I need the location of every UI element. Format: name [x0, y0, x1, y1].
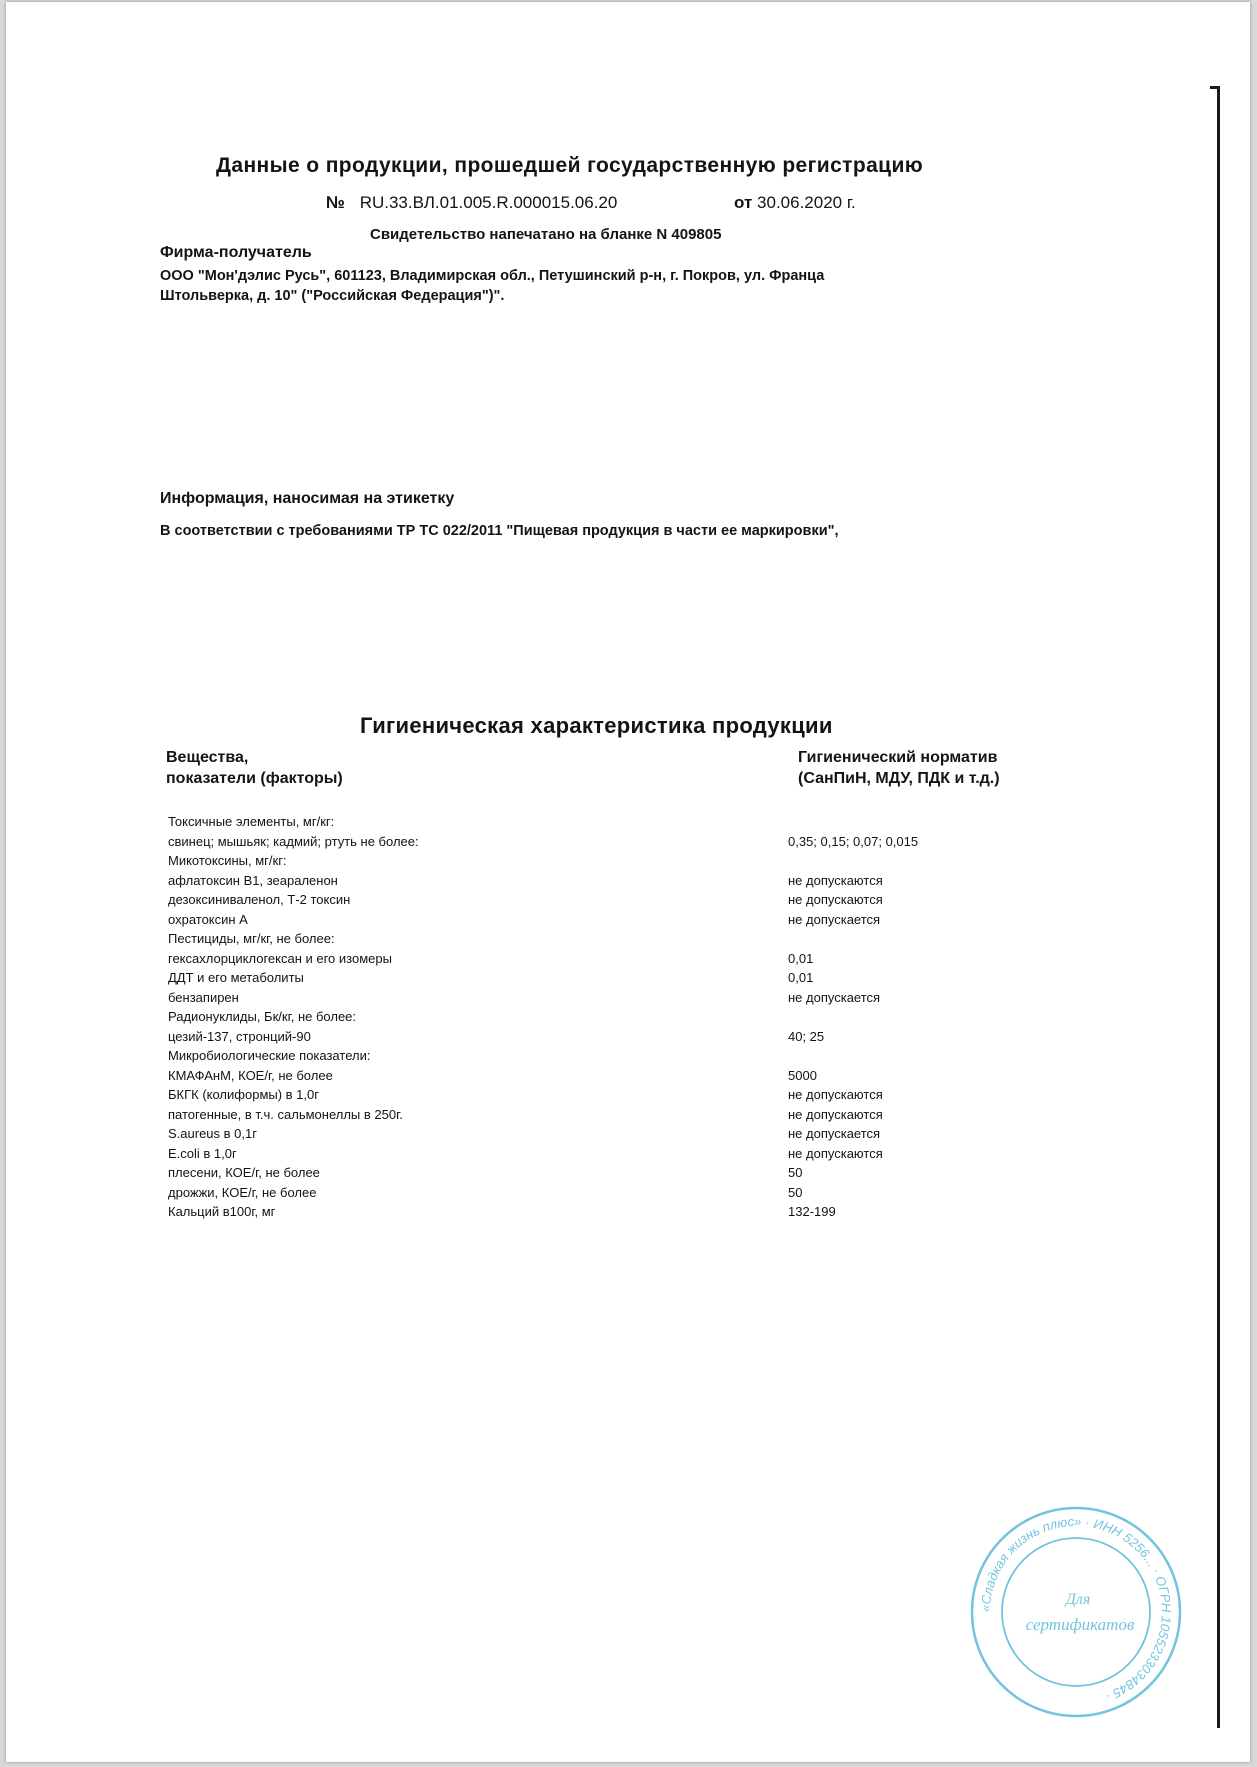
- row-indicator: плесени, КОЕ/г, не более: [168, 1165, 320, 1180]
- document-title: Данные о продукции, прошедшей государственную регистрацию: [216, 154, 924, 177]
- table-row: [168, 1029, 958, 1047]
- number-prefix: №: [326, 193, 345, 212]
- stamp-text-top: Для: [1065, 1591, 1091, 1608]
- table-row: [168, 1165, 958, 1183]
- table-row: [168, 834, 958, 852]
- table-row: [168, 1087, 958, 1105]
- row-indicator: свинец; мышьяк; кадмий; ртуть не более:: [168, 833, 419, 849]
- table-row: [168, 892, 958, 910]
- row-norm-value: 0,01: [788, 970, 814, 985]
- row-indicator: Радионуклиды, Бк/кг, не более:: [168, 1009, 357, 1024]
- row-indicator: Микотоксины, мг/кг:: [168, 853, 287, 868]
- seal-stamp: [966, 1502, 1186, 1722]
- label-info-text: В соответствии с требованиями ТР ТС 022/2011 "Пищевая продукция в части ее маркировки",: [160, 523, 839, 539]
- row-norm-value: 132-199: [788, 1204, 836, 1219]
- table-row: [168, 1048, 958, 1066]
- row-norm-value: не допускается: [788, 1126, 881, 1141]
- table-row: [168, 853, 958, 871]
- table-row: [168, 1107, 958, 1125]
- row-norm-value: не допускаются: [788, 892, 883, 907]
- stamp-text-middle: сертификатов: [1025, 1615, 1135, 1634]
- table-row: [168, 951, 958, 969]
- hygiene-title: Гигиеническая характеристика продукции: [360, 713, 833, 738]
- column-substances-line-2: показатели (факторы): [166, 770, 343, 787]
- table-row: [168, 1185, 958, 1203]
- row-indicator: гексахлорциклогексан и его изомеры: [168, 950, 392, 966]
- registration-number: RU.33.ВЛ.01.005.R.000015.06.20: [359, 193, 618, 212]
- row-norm-value: 0,35; 0,15; 0,07; 0,015: [788, 833, 919, 849]
- row-norm-value: не допускается: [788, 911, 881, 927]
- table-row: [168, 912, 958, 930]
- row-norm-value: 0,01: [788, 950, 814, 966]
- row-indicator: БКГК (колиформы) в 1,0г: [168, 1087, 319, 1102]
- row-norm-value: не допускается: [788, 989, 881, 1005]
- scan-edge-line: [1217, 88, 1220, 1728]
- table-row: [168, 1146, 958, 1164]
- document-page: [6, 2, 1250, 1762]
- registration-date: 30.06.2020 г.: [757, 193, 856, 212]
- table-row: [168, 990, 958, 1008]
- row-norm-value: 40; 25: [788, 1028, 825, 1044]
- row-indicator: бензапирен: [168, 989, 239, 1005]
- table-row: [168, 1009, 958, 1027]
- row-norm-value: 50: [788, 1184, 803, 1200]
- row-indicator: патогенные, в т.ч. сальмонеллы в 250г.: [168, 1106, 403, 1122]
- row-indicator: цезий-137, стронций-90: [168, 1028, 311, 1044]
- row-indicator: Микробиологические показатели:: [168, 1048, 371, 1063]
- row-indicator: Токсичные элементы, мг/кг:: [168, 814, 335, 829]
- row-indicator: Пестициды, мг/кг, не более:: [168, 931, 335, 946]
- label-info-label: Информация, наносимая на этикетку: [160, 490, 455, 507]
- row-indicator: охратоксин А: [168, 911, 248, 927]
- scan-edge-tick: [1210, 86, 1220, 89]
- row-indicator: ДДТ и его метаболиты: [168, 970, 304, 985]
- row-indicator: дезоксиниваленол, Т-2 токсин: [168, 892, 351, 907]
- table-row: [168, 814, 958, 832]
- column-norm-line-1: Гигиенический норматив: [798, 749, 998, 766]
- stamp-ring-text: «Сладкая жизнь плюс» · ИНН 5256... · ОГРН 1055233034845 ·: [977, 1513, 1175, 1705]
- table-row: [168, 873, 958, 891]
- table-row: [168, 1068, 958, 1086]
- row-norm-value: не допускаются: [788, 872, 883, 888]
- row-norm-value: не допускаются: [788, 1106, 883, 1122]
- table-row: [168, 970, 958, 988]
- row-norm-value: не допускаются: [788, 1145, 883, 1161]
- table-row: [168, 931, 958, 949]
- blank-note: Свидетельство напечатано на бланке N 409805: [370, 226, 722, 243]
- row-indicator: Кальций в100г, мг: [168, 1204, 276, 1219]
- row-norm-value: 50: [788, 1165, 803, 1180]
- column-substances-line-1: Вещества,: [166, 749, 249, 766]
- row-norm-value: 5000: [788, 1067, 817, 1083]
- table-row: [168, 1126, 958, 1144]
- date-prefix: от: [734, 193, 753, 212]
- registration-date-line: [734, 193, 856, 213]
- column-norm-line-2: (СанПиН, МДУ, ПДК и т.д.): [798, 770, 1000, 787]
- table-row: [168, 1204, 958, 1222]
- recipient-line-1: ООО "Мон'дэлис Русь", 601123, Владимирская обл., Петушинский р-н, г. Покров, ул. Франца: [160, 268, 825, 284]
- row-indicator: S.aureus в 0,1г: [168, 1126, 257, 1141]
- row-indicator: E.coli в 1,0г: [168, 1145, 237, 1161]
- svg-text:«Сладкая жизнь плюс» · ИНН 525: [978, 1514, 1174, 1705]
- row-norm-value: не допускаются: [788, 1087, 883, 1102]
- row-indicator: афлатоксин В1, зеараленон: [168, 872, 338, 888]
- recipient-label: Фирма-получатель: [160, 244, 312, 261]
- row-indicator: КМАФАнМ, КОЕ/г, не более: [168, 1067, 333, 1083]
- row-indicator: дрожжи, КОЕ/г, не более: [168, 1184, 317, 1200]
- registration-number-line: [326, 193, 617, 213]
- recipient-line-2: Штольверка, д. 10" ("Российская Федерация")".: [160, 288, 505, 304]
